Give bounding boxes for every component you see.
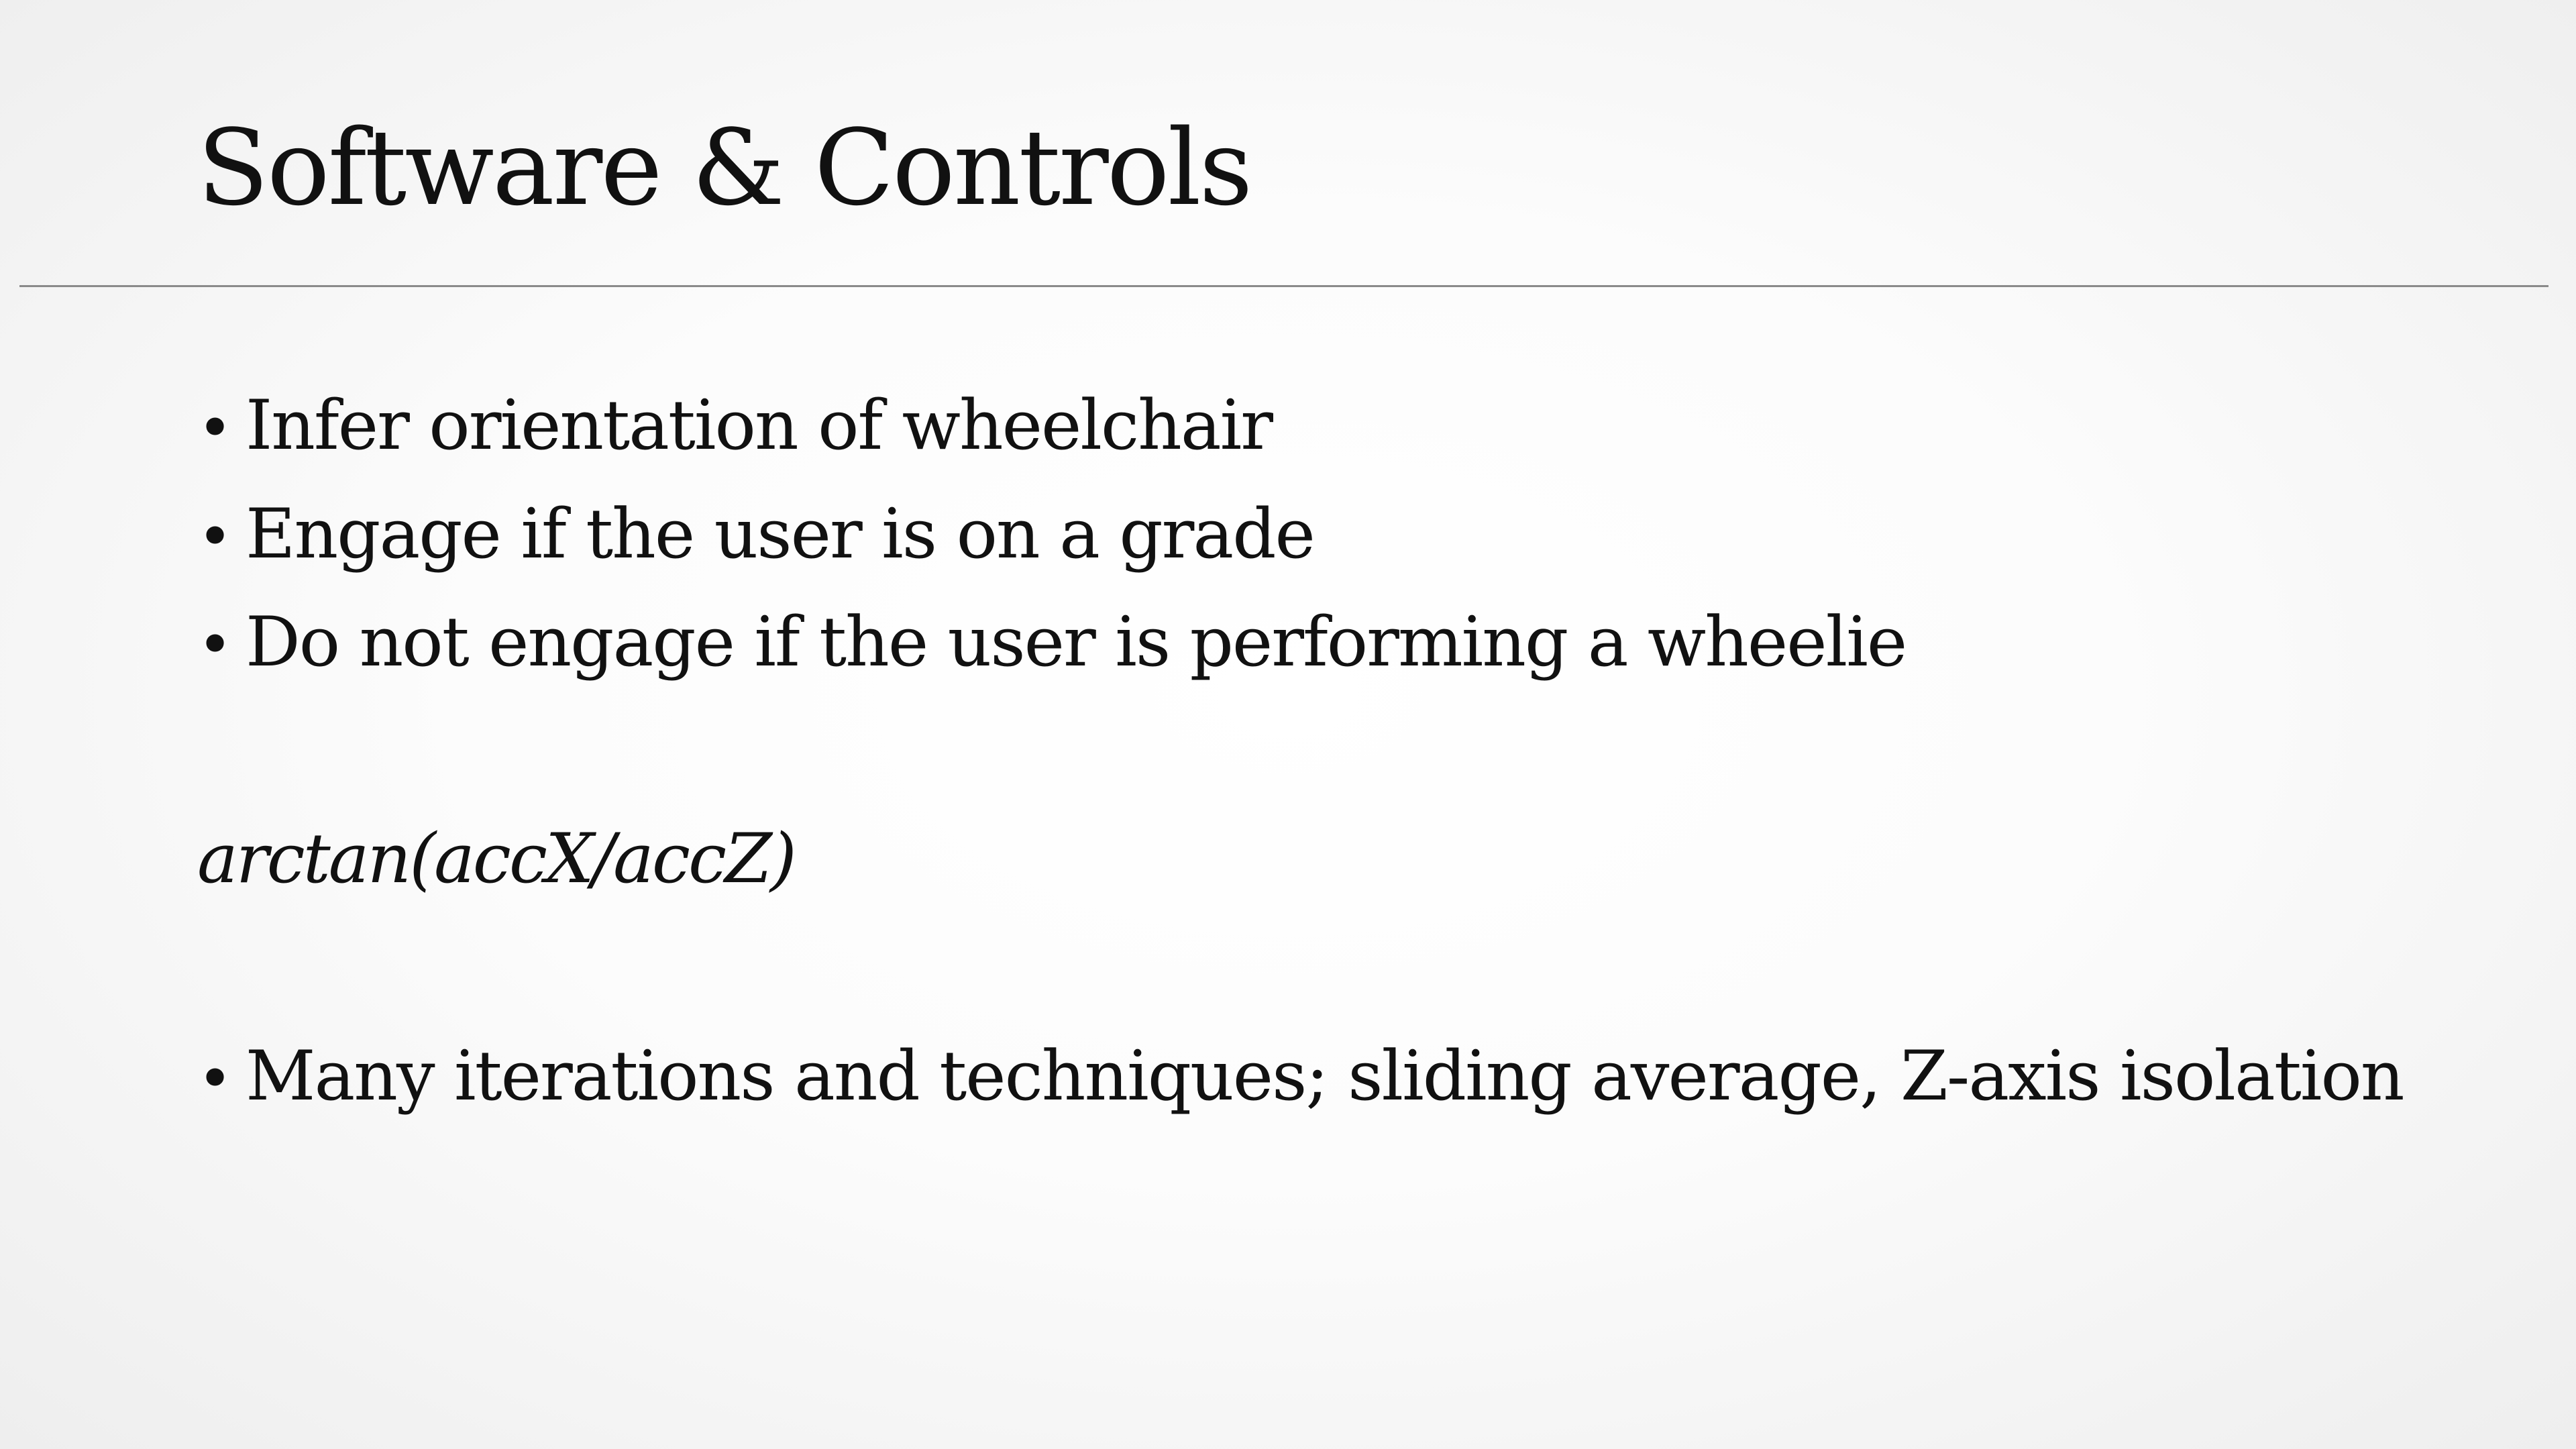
bullet-item	[197, 599, 1906, 689]
slide-title: Software & Controls	[197, 107, 1251, 229]
bullet-text: Do not engage if the user is performing a wheelie	[246, 602, 1907, 682]
bullet-text: Engage if the user is on a grade	[246, 494, 1314, 574]
bullet-item	[197, 491, 1314, 581]
title-divider	[19, 285, 2548, 287]
bullet-dot: •	[197, 1044, 232, 1114]
bullet-dot: •	[197, 610, 232, 680]
bullet-item	[197, 1033, 2404, 1123]
bullet-text: Many iterations and techniques; sliding average, Z-axis isolation	[246, 1036, 2404, 1116]
bullet-dot: •	[197, 502, 232, 572]
bullet-text: Infer orientation of wheelchair	[246, 386, 1273, 466]
orientation-formula: arctan(accX/accZ)	[197, 819, 795, 899]
bullet-dot: •	[197, 393, 232, 464]
bullet-item	[197, 382, 1272, 472]
